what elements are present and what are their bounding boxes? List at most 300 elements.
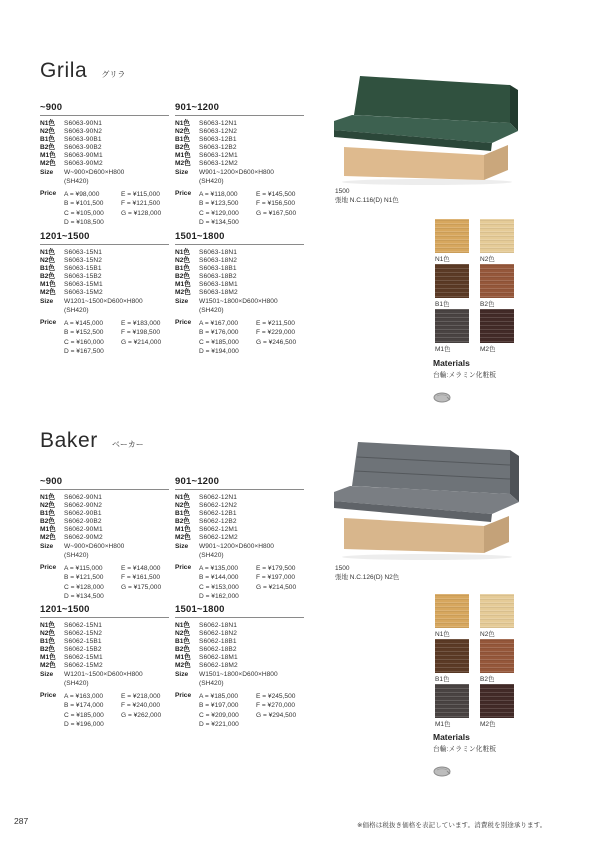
color-variant-label: M1色: [40, 653, 56, 661]
price-label: Price: [40, 319, 57, 327]
price-value: D = ¥196,000: [64, 720, 104, 728]
price-value: G = ¥175,000: [121, 583, 162, 591]
color-variant-label: B1色: [175, 637, 191, 645]
color-variant-label: M1色: [40, 525, 56, 533]
variant-row: [175, 152, 304, 160]
wood-finish-sample: [480, 639, 514, 673]
size-value: W901~1200×D600×H800 (SH420): [199, 169, 274, 186]
product-code: S6063-18M2: [199, 288, 238, 296]
price-value: C = ¥185,000: [64, 711, 104, 719]
price-value: C = ¥160,000: [64, 338, 104, 346]
finish-label: B2色: [480, 301, 495, 308]
baker-heading: [40, 430, 144, 452]
price-value: E = ¥148,000: [121, 565, 161, 573]
product-code: S6063-90B2: [64, 143, 102, 151]
product-code: S6062-90N2: [64, 501, 103, 509]
variant-row: [175, 502, 304, 510]
price-label: Price: [40, 692, 57, 700]
wood-finish-sample: [480, 219, 514, 253]
grila-product-photo: [332, 66, 532, 188]
price-value: F = ¥161,500: [121, 574, 161, 582]
baker-spec-block-1200: [175, 476, 304, 601]
finish-label: M1色: [435, 721, 451, 728]
price-label: Price: [40, 564, 57, 572]
finish-label: M1色: [435, 346, 451, 353]
caption-fabric: 張地 N.C.126(D) N2色: [335, 573, 400, 581]
baker-product-photo: [332, 434, 532, 564]
product-code: S6062-15B1: [64, 637, 102, 645]
color-variant-label: N1色: [175, 120, 191, 127]
product-code: S6063-90M1: [64, 151, 103, 159]
color-variant-label: N1色: [40, 249, 56, 256]
variant-row: [40, 646, 169, 654]
size-row: [175, 169, 304, 187]
price-value: A = ¥115,000: [64, 565, 103, 573]
price-value: C = ¥105,000: [64, 209, 104, 217]
wood-finish-sample: [480, 684, 514, 718]
finish-swatch-cell: [435, 264, 469, 309]
variant-row: [175, 518, 304, 526]
price-row: [40, 319, 169, 356]
size-range-title: 1201~1500: [40, 231, 169, 245]
product-code: S6062-18M2: [199, 661, 238, 669]
color-variant-label: B2色: [40, 143, 56, 151]
color-variant-label: M2色: [175, 159, 191, 167]
price-row: [175, 564, 304, 601]
color-variant-label: M1色: [175, 525, 191, 533]
price-value: E = ¥179,500: [256, 565, 296, 573]
baker-materials: [433, 732, 573, 782]
product-code: S6062-90M2: [64, 533, 103, 541]
finish-swatch-cell: [480, 219, 514, 264]
price-value: E = ¥145,500: [256, 191, 296, 199]
size-row: [175, 671, 304, 689]
size-label: Size: [40, 169, 54, 177]
price-label: Price: [40, 190, 57, 198]
price-value: E = ¥245,500: [256, 693, 296, 701]
size-range-title: 901~1200: [175, 476, 304, 490]
variant-row: [40, 265, 169, 273]
price-row: [40, 692, 169, 729]
variant-row: [175, 622, 304, 630]
product-code: S6062-90N1: [64, 494, 103, 501]
product-code: S6063-18N1: [199, 249, 238, 256]
product-code: S6063-18B2: [199, 272, 237, 280]
size-value: W1201~1500×D600×H800 (SH420): [64, 298, 143, 315]
price-value: E = ¥115,000: [121, 191, 160, 199]
wood-finish-sample: [435, 264, 469, 298]
size-value: W901~1200×D600×H800 (SH420): [199, 543, 274, 560]
bench-illustration: [332, 66, 532, 188]
variant-row: [175, 526, 304, 534]
color-variant-label: M2色: [175, 661, 191, 669]
price-value: D = ¥221,000: [199, 720, 239, 728]
product-name-ja: グリラ: [101, 70, 126, 79]
variant-row: [40, 510, 169, 518]
finish-swatch-cell: [480, 264, 514, 309]
wood-finish-sample: [435, 639, 469, 673]
color-variant-label: B2色: [175, 517, 191, 525]
color-variant-label: M2色: [40, 288, 56, 296]
size-row: [40, 298, 169, 316]
grila-spec-block-1200: [175, 102, 304, 227]
price-value: A = ¥118,000: [199, 191, 238, 199]
grila-spec-block-900: [40, 102, 169, 227]
price-value: B = ¥174,000: [64, 702, 104, 710]
color-variant-label: N1色: [175, 249, 191, 256]
grila-finish-swatches: [435, 219, 514, 354]
color-variant-label: N1色: [40, 494, 56, 501]
variant-row: [40, 136, 169, 144]
price-value: F = ¥197,000: [256, 574, 296, 582]
product-code: S6062-18N1: [199, 622, 238, 629]
price-label: Price: [175, 190, 192, 198]
price-value: G = ¥167,500: [256, 209, 297, 217]
product-code: S6063-90M2: [64, 159, 103, 167]
finish-label: B1色: [435, 676, 450, 683]
price-row: [40, 190, 169, 227]
size-value: W~900×D600×H800 (SH420): [64, 543, 125, 560]
wood-finish-sample: [480, 264, 514, 298]
variant-row: [40, 654, 169, 662]
variant-row: [40, 534, 169, 542]
caption-width: 1500: [335, 565, 350, 572]
price-value: D = ¥167,500: [64, 347, 104, 355]
baker-spec-block-900: [40, 476, 169, 601]
size-range-title: 901~1200: [175, 102, 304, 116]
product-code: S6063-15M2: [64, 288, 103, 296]
size-range-title: 1501~1800: [175, 231, 304, 245]
price-value: C = ¥129,000: [199, 209, 239, 217]
price-value: F = ¥240,000: [121, 702, 161, 710]
price-label: Price: [175, 692, 192, 700]
color-variant-label: M2色: [40, 159, 56, 167]
price-value: C = ¥185,000: [199, 338, 239, 346]
color-variant-label: B2色: [40, 645, 56, 653]
wood-finish-sample: [435, 219, 469, 253]
variant-row: [175, 654, 304, 662]
color-variant-label: M1色: [40, 280, 56, 288]
price-value: G = ¥262,000: [121, 711, 162, 719]
product-code: S6063-15N1: [64, 249, 103, 256]
size-label: Size: [175, 543, 189, 551]
variant-row: [175, 257, 304, 265]
size-value: W~900×D600×H800 (SH420): [64, 169, 125, 186]
finish-swatch-cell: [435, 684, 469, 729]
variant-row: [40, 120, 169, 128]
size-label: Size: [175, 298, 189, 306]
product-code: S6063-90N2: [64, 127, 103, 135]
bench-illustration: [332, 434, 532, 564]
variant-row: [40, 494, 169, 502]
color-variant-label: M2色: [40, 533, 56, 541]
color-variant-label: N1色: [175, 622, 191, 629]
finish-swatch-cell: [435, 594, 469, 639]
product-code: S6062-15M1: [64, 653, 103, 661]
price-label: Price: [175, 319, 192, 327]
wood-finish-sample: [480, 594, 514, 628]
product-code: S6063-12N1: [199, 120, 238, 127]
wood-finish-sample: [435, 684, 469, 718]
product-code: S6063-12B2: [199, 143, 237, 151]
variant-row: [175, 136, 304, 144]
price-value: F = ¥229,000: [256, 329, 296, 337]
variant-row: [175, 160, 304, 168]
price-value: D = ¥134,500: [64, 592, 104, 600]
color-variant-label: B1色: [40, 135, 56, 143]
finish-swatch-cell: [480, 639, 514, 684]
price-value: D = ¥134,500: [199, 218, 239, 226]
product-name-en: Grila: [40, 59, 88, 82]
color-variant-label: B2色: [40, 517, 56, 525]
variant-row: [40, 662, 169, 670]
price-value: C = ¥128,000: [64, 583, 104, 591]
variant-row: [40, 160, 169, 168]
variant-row: [40, 630, 169, 638]
baker-finish-swatches: [435, 594, 514, 729]
variant-row: [40, 638, 169, 646]
price-value: G = ¥294,500: [256, 711, 297, 719]
variant-row: [175, 249, 304, 257]
finish-label: N1色: [435, 256, 450, 263]
price-row: [40, 564, 169, 601]
finish-swatch-cell: [480, 309, 514, 354]
price-value: F = ¥270,000: [256, 702, 296, 710]
variant-row: [175, 630, 304, 638]
wood-finish-sample: [435, 309, 469, 343]
color-variant-label: M1色: [175, 151, 191, 159]
size-label: Size: [40, 543, 54, 551]
color-variant-label: B2色: [175, 143, 191, 151]
product-code: S6063-12N2: [199, 127, 238, 135]
materials-title: Materials: [433, 358, 470, 368]
finish-swatch-cell: [435, 639, 469, 684]
grila-heading: [40, 60, 125, 82]
size-row: [175, 298, 304, 316]
color-variant-label: M1色: [175, 280, 191, 288]
finish-label: N2色: [480, 256, 495, 263]
product-code: S6062-90B1: [64, 509, 102, 517]
product-code: S6062-12B2: [199, 517, 237, 525]
variant-row: [175, 289, 304, 297]
price-value: A = ¥145,000: [64, 320, 104, 328]
price-value: F = ¥121,500: [121, 200, 161, 208]
product-code: S6063-90N1: [64, 120, 103, 127]
color-variant-label: B1色: [175, 509, 191, 517]
color-variant-label: N1色: [175, 494, 191, 501]
variant-row: [175, 265, 304, 273]
price-value: G = ¥214,000: [121, 338, 162, 346]
caption-fabric: 張地 N.C.116(D) N1色: [335, 196, 399, 204]
price-value: D = ¥108,500: [64, 218, 104, 226]
size-range-title: 1201~1500: [40, 604, 169, 618]
color-variant-label: B1色: [40, 637, 56, 645]
color-variant-label: B2色: [175, 272, 191, 280]
product-code: S6062-12M2: [199, 533, 238, 541]
finish-label: N1色: [435, 631, 450, 638]
price-value: E = ¥211,500: [256, 320, 295, 328]
finish-swatch-cell: [435, 309, 469, 354]
price-value: B = ¥101,500: [64, 200, 104, 208]
color-variant-label: N2色: [175, 127, 191, 135]
color-variant-label: M2色: [175, 288, 191, 296]
price-value: E = ¥218,000: [121, 693, 161, 701]
product-code: S6062-90B2: [64, 517, 102, 525]
variant-row: [40, 128, 169, 136]
size-value: W1501~1800×D600×H800 (SH420): [199, 671, 278, 688]
product-code: S6062-15N2: [64, 629, 103, 637]
variant-row: [175, 281, 304, 289]
variant-row: [40, 502, 169, 510]
price-value: A = ¥98,000: [64, 191, 100, 199]
finish-label: B1色: [435, 301, 450, 308]
grila-photo-caption: [335, 188, 399, 205]
variant-row: [175, 534, 304, 542]
color-variant-label: M2色: [175, 533, 191, 541]
finish-swatch-cell: [480, 594, 514, 639]
price-value: D = ¥162,000: [199, 592, 239, 600]
variant-row: [175, 510, 304, 518]
baker-spec-block-1500: [40, 604, 169, 729]
product-code: S6063-15B2: [64, 272, 102, 280]
color-variant-label: B1色: [40, 509, 56, 517]
variant-row: [175, 638, 304, 646]
product-code: S6062-18B2: [199, 645, 237, 653]
price-row: [175, 190, 304, 227]
color-variant-label: M1色: [40, 151, 56, 159]
variant-row: [40, 281, 169, 289]
finish-swatch-cell: [480, 684, 514, 729]
price-value: B = ¥144,000: [199, 574, 239, 582]
size-value: W1201~1500×D600×H800 (SH420): [64, 671, 143, 688]
product-code: S6062-12M1: [199, 525, 238, 533]
product-code: S6063-18N2: [199, 256, 238, 264]
finish-label: M2色: [480, 346, 496, 353]
size-row: [40, 671, 169, 689]
variant-row: [175, 120, 304, 128]
size-row: [175, 543, 304, 561]
color-variant-label: N1色: [40, 120, 56, 127]
variant-row: [175, 128, 304, 136]
variant-row: [40, 289, 169, 297]
product-code: S6063-15M1: [64, 280, 103, 288]
size-range-title: ~900: [40, 102, 169, 116]
color-variant-label: B1色: [40, 264, 56, 272]
product-code: S6063-18B1: [199, 264, 237, 272]
price-label: Price: [175, 564, 192, 572]
product-code: S6063-12M1: [199, 151, 238, 159]
product-code: S6063-15N2: [64, 256, 103, 264]
price-value: B = ¥123,500: [199, 200, 239, 208]
finish-label: B2色: [480, 676, 495, 683]
size-range-title: ~900: [40, 476, 169, 490]
product-code: S6063-12M2: [199, 159, 238, 167]
variant-row: [175, 494, 304, 502]
color-variant-label: N2色: [40, 256, 56, 264]
finish-label: N2色: [480, 631, 495, 638]
wood-finish-sample: [435, 594, 469, 628]
product-code: S6063-12B1: [199, 135, 237, 143]
price-row: [175, 692, 304, 729]
size-label: Size: [175, 169, 189, 177]
finish-swatch-cell: [435, 219, 469, 264]
product-code: S6062-18B1: [199, 637, 237, 645]
variant-row: [175, 144, 304, 152]
variant-row: [40, 622, 169, 630]
color-variant-label: M1色: [175, 653, 191, 661]
product-code: S6062-18N2: [199, 629, 238, 637]
price-value: B = ¥121,500: [64, 574, 104, 582]
variant-row: [40, 152, 169, 160]
price-value: G = ¥128,000: [121, 209, 162, 217]
price-value: B = ¥176,000: [199, 329, 239, 337]
size-row: [40, 543, 169, 561]
product-code: S6062-15B2: [64, 645, 102, 653]
variant-row: [40, 144, 169, 152]
price-value: F = ¥198,500: [121, 329, 161, 337]
product-code: S6063-15B1: [64, 264, 102, 272]
grila-spec-block-1800: [175, 231, 304, 356]
price-value: E = ¥183,000: [121, 320, 161, 328]
size-row: [40, 169, 169, 187]
variant-row: [40, 526, 169, 534]
product-code: S6062-18M1: [199, 653, 238, 661]
color-variant-label: N2色: [40, 629, 56, 637]
color-variant-label: B2色: [175, 645, 191, 653]
price-value: B = ¥197,000: [199, 702, 239, 710]
size-label: Size: [40, 298, 54, 306]
price-row: [175, 319, 304, 356]
finish-label: M2色: [480, 721, 496, 728]
size-label: Size: [175, 671, 189, 679]
materials-text: 台輪:メラミン化粧板: [433, 372, 497, 379]
color-variant-label: B1色: [175, 264, 191, 272]
variant-row: [40, 518, 169, 526]
color-variant-label: N1色: [40, 622, 56, 629]
caption-width: 1500: [335, 188, 350, 195]
product-code: S6063-18M1: [199, 280, 238, 288]
price-value: G = ¥246,500: [256, 338, 297, 346]
variant-row: [40, 257, 169, 265]
price-value: B = ¥152,500: [64, 329, 104, 337]
grila-spec-block-1500: [40, 231, 169, 356]
variant-row: [40, 273, 169, 281]
color-variant-label: N2色: [175, 629, 191, 637]
variant-row: [40, 249, 169, 257]
price-footnote: ※価格は税抜き価格を表記しています。消費税を別途承ります。: [357, 822, 547, 829]
product-name-en: Baker: [40, 429, 98, 452]
color-variant-label: N2色: [175, 256, 191, 264]
baker-spec-block-1800: [175, 604, 304, 729]
glide-icon: [433, 390, 573, 408]
materials-text: 台輪:メラミン化粧板: [433, 746, 497, 753]
size-range-title: 1501~1800: [175, 604, 304, 618]
price-value: G = ¥214,500: [256, 583, 297, 591]
product-code: S6062-15M2: [64, 661, 103, 669]
product-code: S6062-15N1: [64, 622, 103, 629]
color-variant-label: B1色: [175, 135, 191, 143]
price-value: C = ¥153,000: [199, 583, 239, 591]
glide-icon: [433, 764, 573, 782]
color-variant-label: B2色: [40, 272, 56, 280]
variant-row: [175, 646, 304, 654]
price-value: A = ¥163,000: [64, 693, 104, 701]
color-variant-label: N2色: [40, 501, 56, 509]
price-value: C = ¥209,000: [199, 711, 239, 719]
price-value: F = ¥156,500: [256, 200, 296, 208]
product-code: S6062-12N2: [199, 501, 238, 509]
product-code: S6062-12N1: [199, 494, 238, 501]
